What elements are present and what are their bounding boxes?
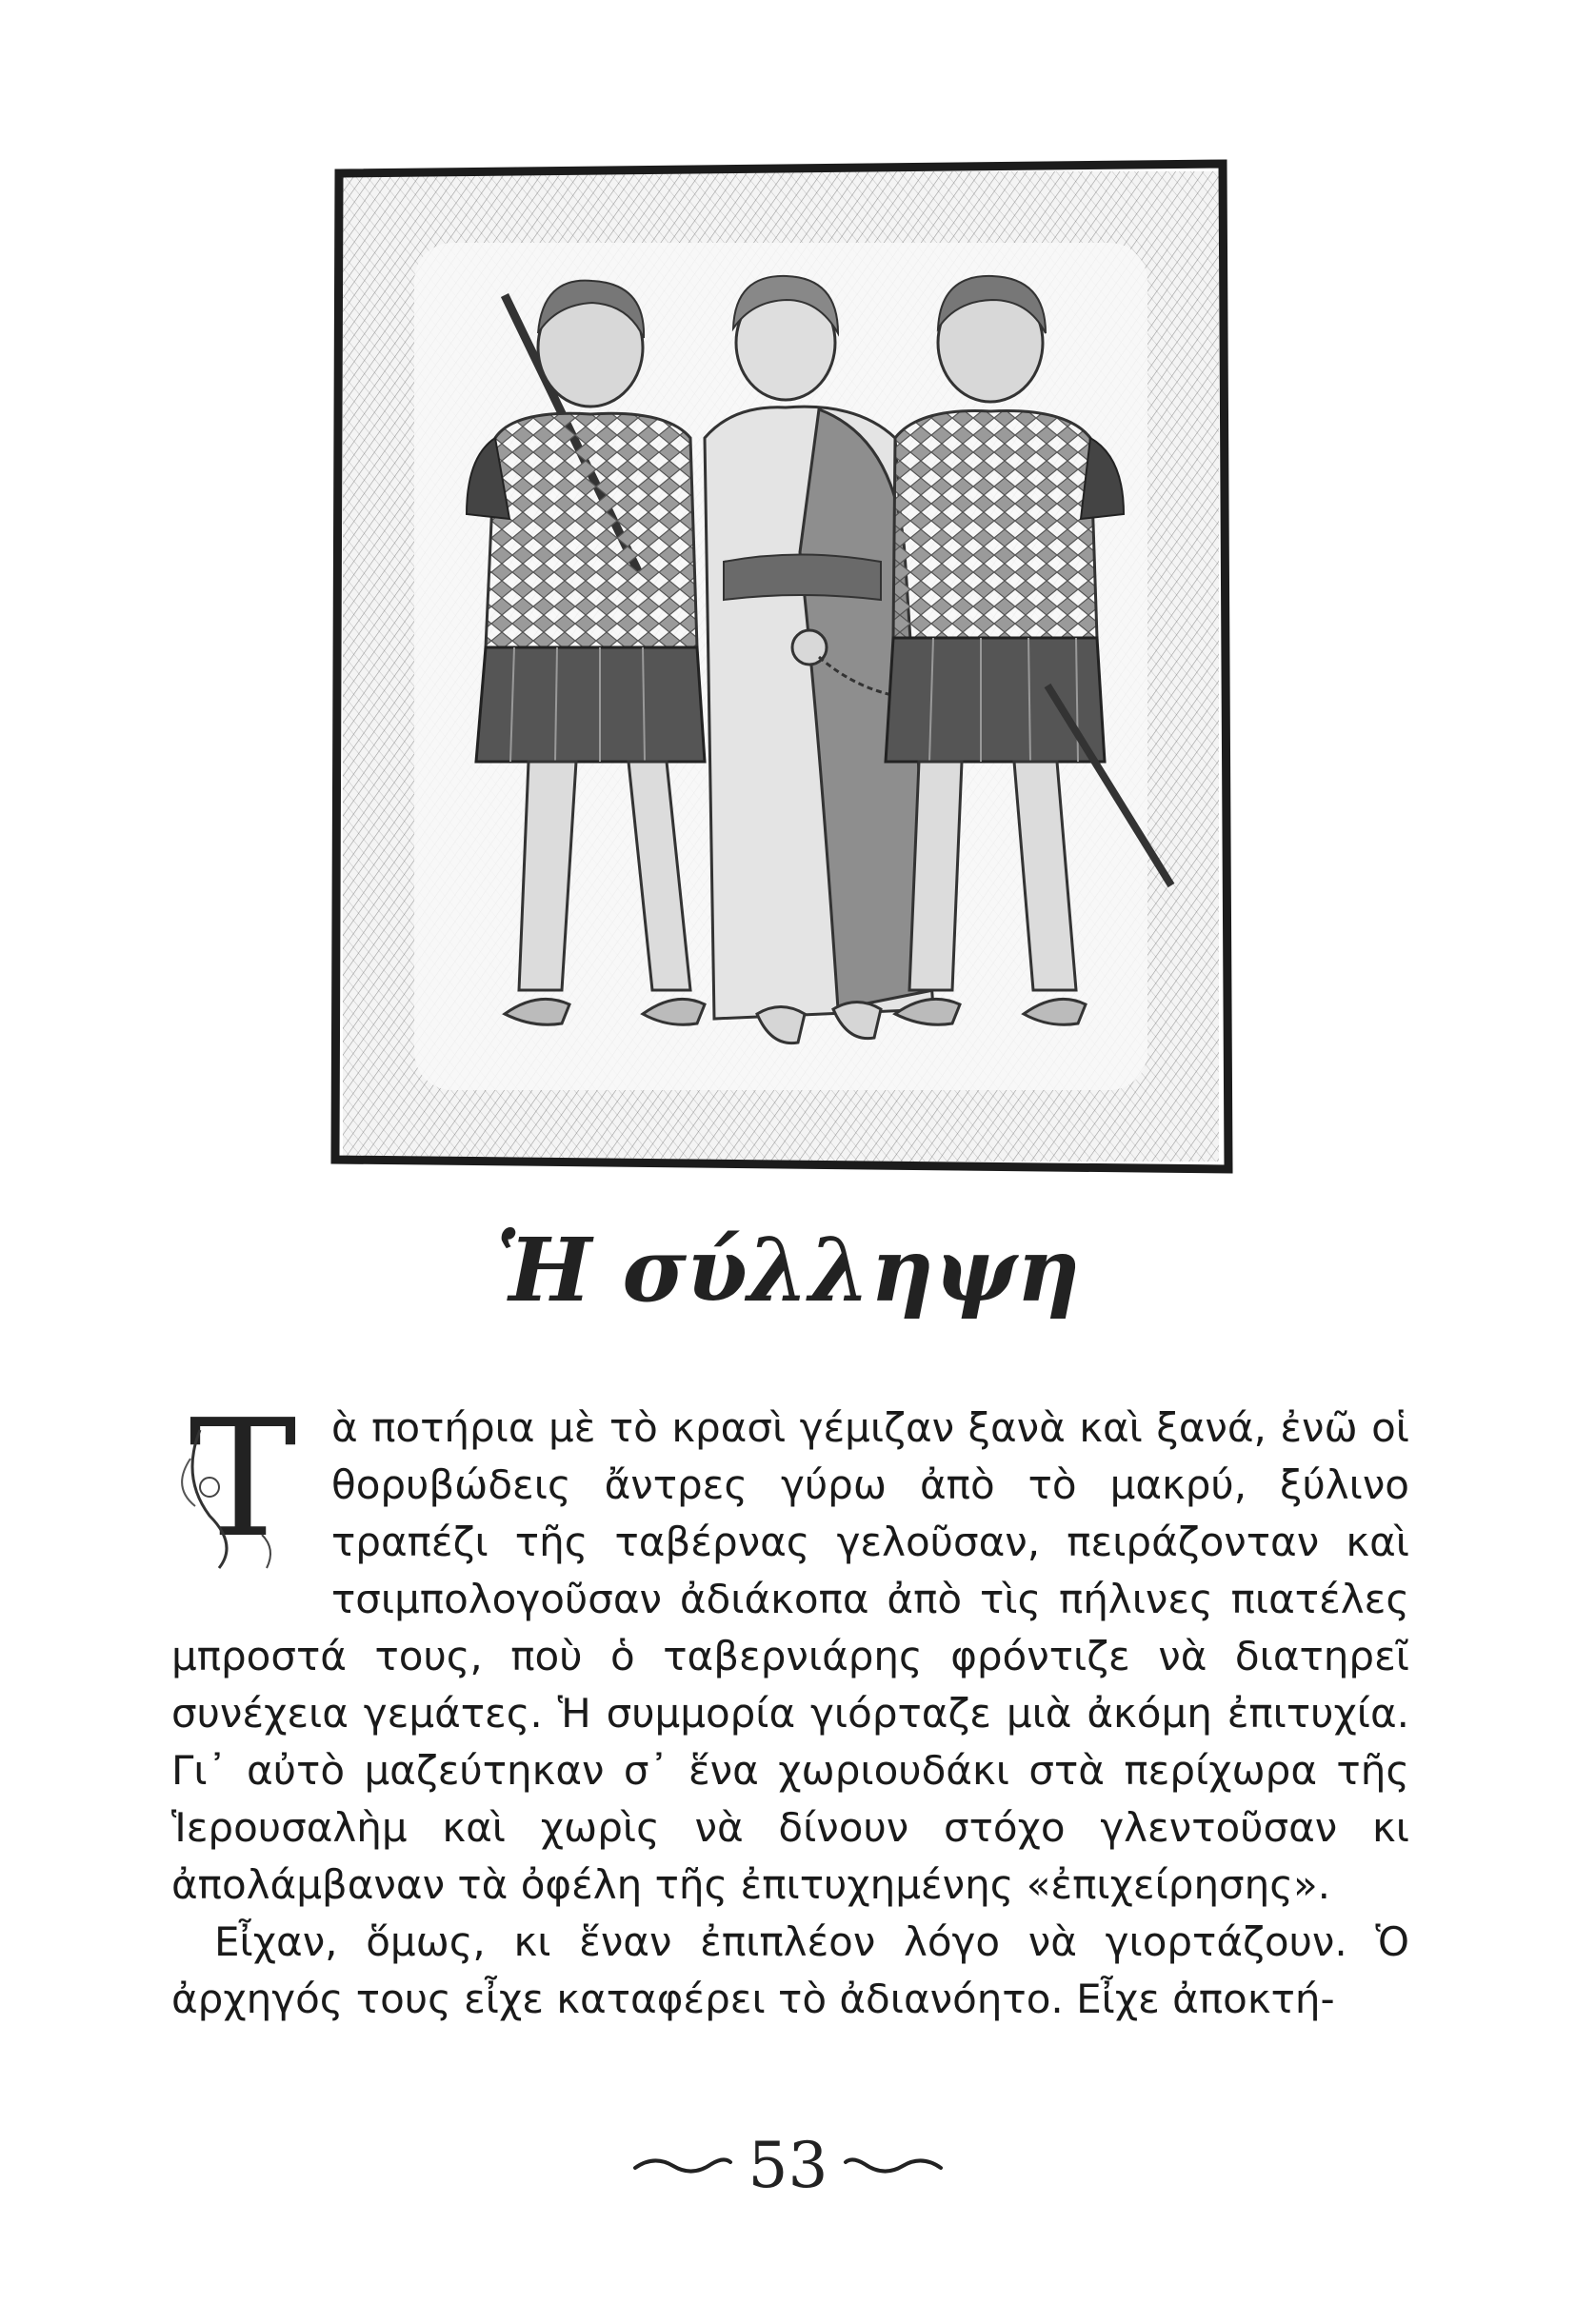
paragraph-1-text: ὰ ποτήρια μὲ τὸ κρασὶ γέμιζαν ξανὰ καὶ ξανά, ἐνῶ οἱ θορυβώδεις ἄντρες γύρω ἀπὸ τὸ μακρύ, ξύλινο τραπέζι τῆς ταβέρνας γελοῦσαν, πειράζονταν καὶ τσιμπολογοῦσαν ἀδιάκοπα ἀπὸ τὶς πήλινες πιατέλες μπροστά τους, ποὺ ὁ ταβερνιάρης φρόντιζε νὰ διατηρεῖ συνέχεια γεμάτες. Ἡ συμμορία γιόρταζε μιὰ ἀκόμη ἐπιτυχία. Γι᾽ αὐτὸ μαζεύτηκαν σ᾽ ἕνα χωριουδάκι στὰ περίχωρα τῆς Ἱερουσαλὴμ καὶ χωρὶς νὰ δίνουν στόχο γλεντοῦσαν κι ἀπολάμβαναν τὰ ὀφέλη τῆς ἐπιτυχημένης «ἐπιχείρησης». [171,1404,1409,1908]
paragraph-2: Εἶχαν, ὅμως, κι ἕναν ἐπιπλέον λόγο νὰ γιορτάζουν. Ὁ ἀρχηγός τους εἶχε καταφέρει τὸ ἀδιανόητο. Εἶχε ἀποκτή- [171,1918,1409,2022]
dropcap-letter: Τ [189,1392,297,1573]
swash-ornament-icon [630,2151,735,2179]
page-number: 53 [748,2128,828,2202]
swash-ornament-icon [841,2151,946,2179]
page-number-footer [0,2123,1576,2202]
chapter-body [171,1392,1409,2028]
chapter-title: Ἡ σύλληψη [495,1219,1081,1321]
ornamental-dropcap [171,1392,314,1573]
arrest-illustration [324,152,1238,1181]
paragraph-1 [171,1392,1409,1914]
